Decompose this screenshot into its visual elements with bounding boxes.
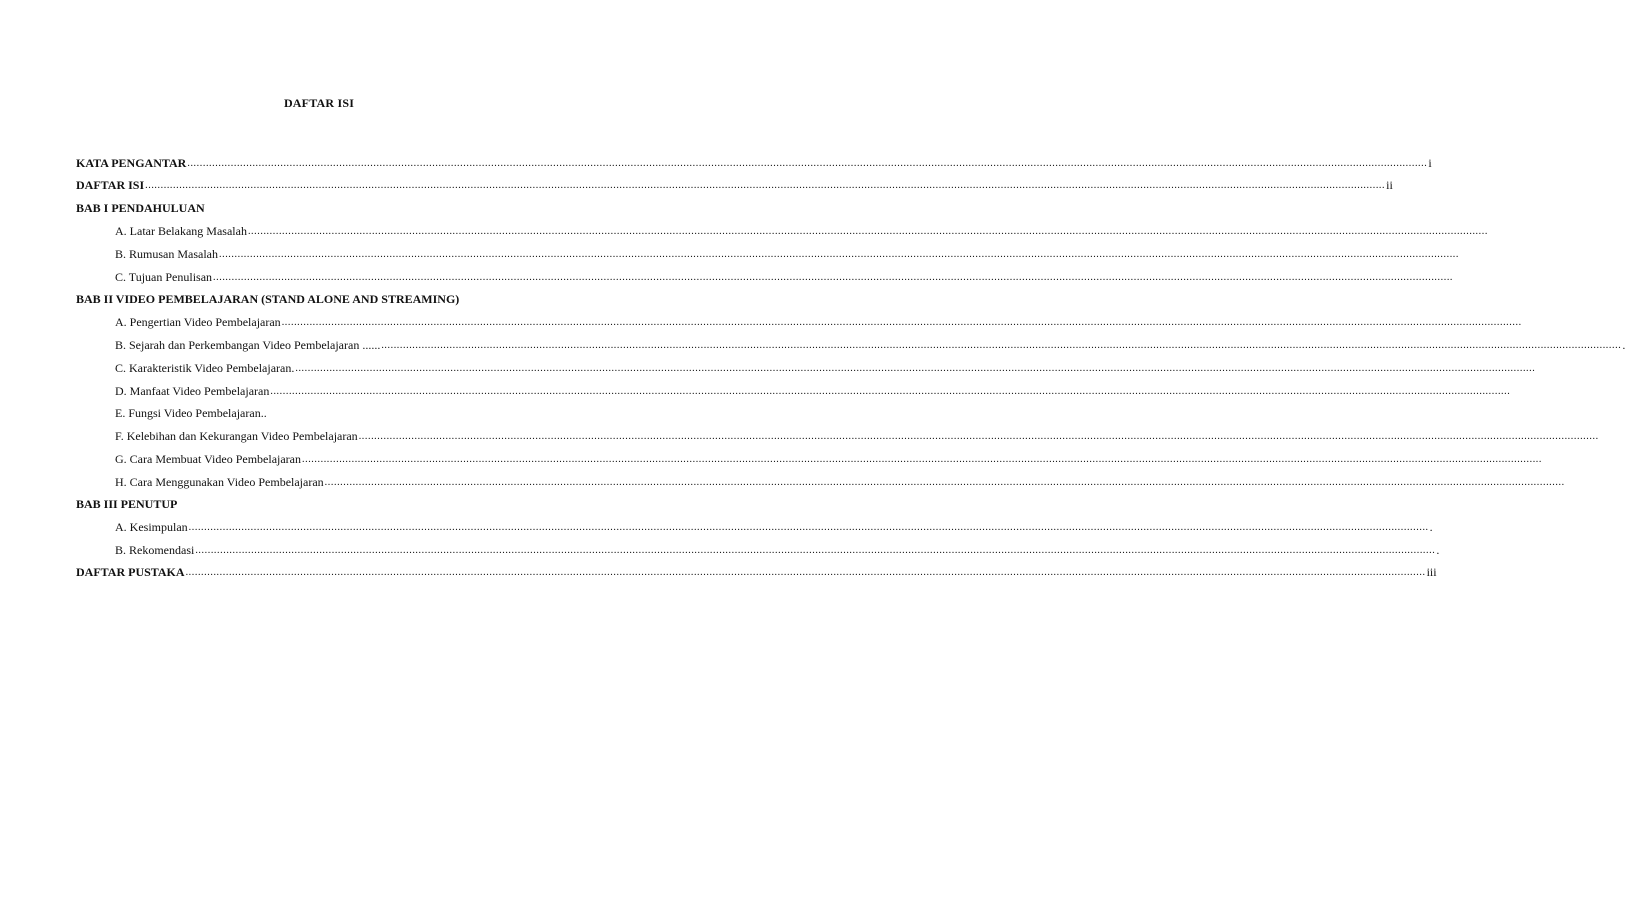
toc-entry [115, 406, 267, 420]
dot-leader: ................................................................................................................................................................................................................................................................................................................................................................................................................ [281, 317, 1522, 328]
toc-entry [115, 520, 1433, 534]
toc-entry [76, 292, 459, 306]
toc-entry-page-number: ii [1386, 178, 1393, 192]
dot-leader: ................................................................................................................................................................................................................................................................................................................................................................................................................ [358, 431, 1599, 442]
toc-entry [115, 224, 1488, 238]
dot-leader: ................................................................................................................................................................................................................................................................................................................................................................................................................ [188, 522, 1429, 533]
toc-entry [115, 247, 1459, 261]
toc-entry [115, 475, 1565, 489]
dot-leader: ................................................................................................................................................................................................................................................................................................................................................................................................................ [324, 477, 1565, 488]
toc-entry [115, 270, 1454, 284]
toc-entry-label: B. Sejarah dan Perkembangan Video Pembelajaran ...... [115, 338, 381, 352]
dot-leader: ................................................................................................................................................................................................................................................................................................................................................................................................................ [145, 180, 1386, 191]
toc-entry [115, 543, 1440, 557]
dot-leader: ................................................................................................................................................................................................................................................................................................................................................................................................................ [187, 158, 1428, 169]
toc-entry [76, 156, 1432, 170]
dot-leader: ................................................................................................................................................................................................................................................................................................................................................................................................................ [270, 386, 1511, 397]
toc-entry-page-number: . [1436, 543, 1440, 557]
toc-entry-page-number: i [1428, 156, 1432, 170]
toc-entry-label: H. Cara Menggunakan Video Pembelajaran [115, 475, 324, 489]
toc-entry-label: DAFTAR PUSTAKA [76, 565, 185, 579]
dot-leader: ................................................................................................................................................................................................................................................................................................................................................................................................................ [381, 340, 1622, 351]
toc-entry-label: BAB II VIDEO PEMBELAJARAN (STAND ALONE AND STREAMING) [76, 292, 460, 306]
toc-entry [115, 452, 1542, 466]
toc-entry-label: G. Cara Membuat Video Pembelajaran [115, 452, 301, 466]
toc-entry-label: BAB I PENDAHULUAN [76, 201, 205, 215]
dot-leader: ................................................................................................................................................................................................................................................................................................................................................................................................................ [213, 272, 1454, 283]
toc-entry [115, 315, 1522, 329]
toc-entry-label: A. Pengertian Video Pembelajaran [115, 315, 281, 329]
toc-entry-label: C. Karakteristik Video Pembelajaran. [115, 361, 295, 375]
toc-entry-label: DAFTAR ISI [76, 178, 145, 192]
dot-leader: ................................................................................................................................................................................................................................................................................................................................................................................................................ [185, 567, 1426, 578]
dot-leader: ................................................................................................................................................................................................................................................................................................................................................................................................................ [247, 226, 1488, 237]
toc-entry-label: BAB III PENUTUP [76, 497, 178, 511]
toc-entry-label: C. Tujuan Penulisan [115, 270, 213, 284]
toc-entry [76, 178, 1393, 192]
toc-entry-label: B. Rekomendasi [115, 543, 195, 557]
dot-leader: ................................................................................................................................................................................................................................................................................................................................................................................................................ [295, 363, 1536, 374]
toc-entry-label: F. Kelebihan dan Kekurangan Video Pembelajaran [115, 429, 358, 443]
toc-entry-label: A. Kesimpulan [115, 520, 188, 534]
dot-leader: ................................................................................................................................................................................................................................................................................................................................................................................................................ [195, 545, 1436, 556]
toc-entry-label: B. Rumusan Masalah [115, 247, 218, 261]
toc-entry [76, 497, 177, 511]
dot-leader: ................................................................................................................................................................................................................................................................................................................................................................................................................ [219, 249, 1459, 260]
toc-entry [76, 201, 205, 215]
toc-entry [76, 565, 1437, 579]
toc-entry [115, 338, 1622, 352]
dot-leader: ................................................................................................................................................................................................................................................................................................................................................................................................................ [302, 454, 1542, 465]
toc-entry-page-number: . [1429, 520, 1433, 534]
page-title: DAFTAR ISI [283, 96, 355, 110]
toc-entry [115, 361, 1536, 375]
toc-entry-label: KATA PENGANTAR [76, 156, 187, 170]
toc-entry-label: D. Manfaat Video Pembelajaran [115, 384, 270, 398]
toc-entry-label: E. Fungsi Video Pembelajaran.. [115, 406, 267, 420]
toc-entry [115, 384, 1511, 398]
toc-entry-label: A. Latar Belakang Masalah [115, 224, 247, 238]
toc-entry [115, 429, 1599, 443]
toc-entry-page-number: iii [1426, 565, 1437, 579]
